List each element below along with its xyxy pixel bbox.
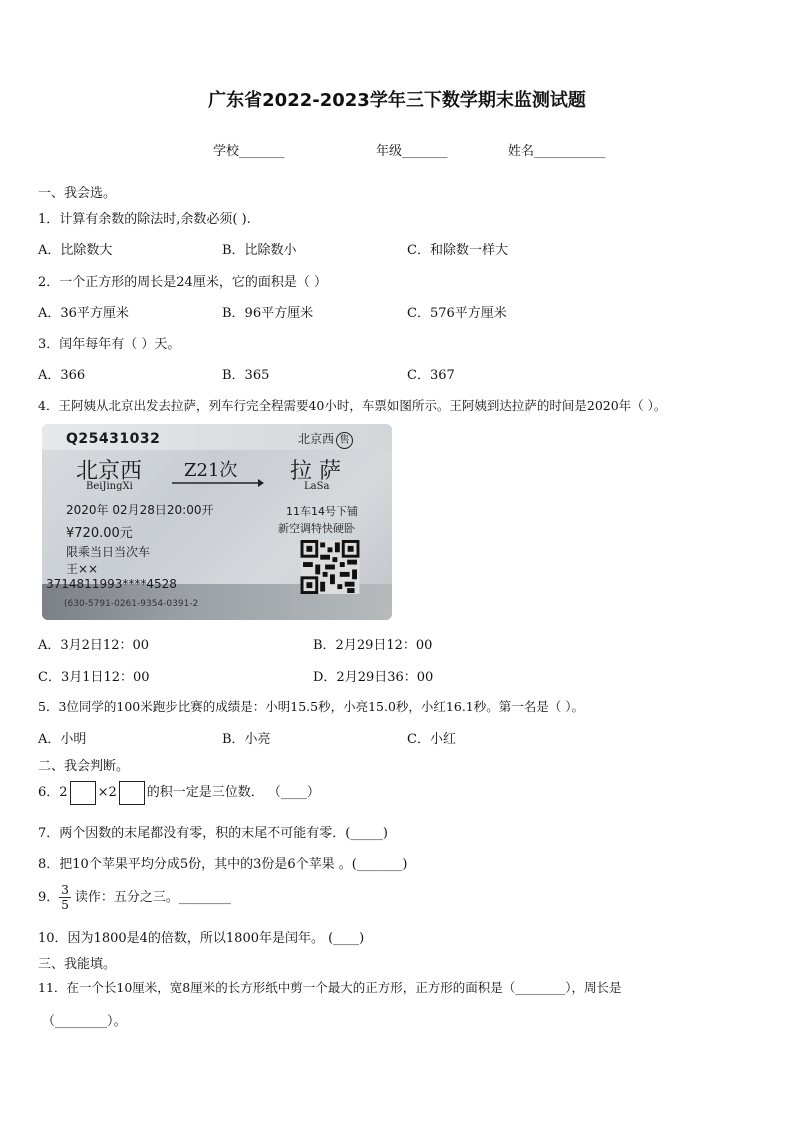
q6-line [38,780,320,806]
q9-line [38,878,231,918]
fraction-denominator: 5 [61,898,69,912]
section-2-heading: 二、我会判断。 [38,759,130,774]
grade-label: 年级 [376,144,403,159]
q2-option-b: B．96平方厘米 [222,306,314,321]
q1-option-a: A．比除数大 [38,243,113,258]
q4-option-d: D．2月29日36：00 [313,670,434,685]
ticket-price: ¥720.00元 [66,526,133,541]
section-3-heading: 三、我能填。 [38,957,117,972]
name-field: 姓名___________ [508,144,606,159]
q4-option-c: C．3月1日12：00 [38,670,150,685]
train-ticket-image [42,424,392,620]
ticket-number: Q25431032 [66,431,161,447]
ticket-serial: (630-5791-0261-9354-0391-2 [64,599,199,609]
section-1-heading: 一、我会选。 [38,186,117,201]
q5-option-a: A．小明 [38,732,87,747]
sold-stamp-icon: 售 [336,432,353,449]
page-title: 广东省2022-2023学年三下数学期末监测试题 [208,90,586,111]
fraction-numerator: 3 [61,883,69,897]
q2-stem: 2．一个正方形的周长是24厘米，它的面积是（ ） [38,275,327,290]
q8-stem: 8．把10个苹果平均分成5份，其中的3份是6个苹果 。(_______) [38,857,408,872]
ticket-id-number: 3714811993****4528 [46,577,177,591]
q9-number: 9． [38,890,60,905]
ticket-seat: 11车14号下铺 [286,505,358,518]
q7-stem: 7．两个因数的末尾都没有零，积的末尾不可能有零．(_____) [38,826,388,841]
q6-number: 6． [38,785,60,800]
ticket-limit-note: 限乘当日当次车 [66,545,151,559]
q1-option-b: B．比除数小 [222,243,297,258]
ticket-datetime: 2020年 02月28日20:00开 [66,503,214,517]
q6-blank-box-2[interactable] [119,781,145,805]
q3-stem: 3．闰年每年有（ ）天。 [38,337,181,352]
ticket-to-station: 拉 萨 [290,459,341,484]
ticket-issuing-station [298,430,353,449]
q6-text: 的积一定是三位数． （____） [146,785,320,800]
q4-stem: 4．王阿姨从北京出发去拉萨，列车行完全程需要40小时，车票如图所示。王阿姨到达拉萨的时间是2020年（ ）。 [38,398,667,413]
q9-fraction [59,883,71,912]
q5-option-b: B．小亮 [222,732,271,747]
ticket-passenger: 王×× [66,562,99,576]
q3-option-c: C．367 [407,368,455,383]
q4-option-a: A．3月2日12：00 [38,638,150,653]
q2-option-a: A．36平方厘米 [38,306,129,321]
q5-option-c: C．小红 [407,732,456,747]
q1-stem: 1．计算有余数的除法时,余数必须( ). [38,212,251,227]
q1-option-c: C．和除数一样大 [407,243,508,258]
q10-stem: 10．因为1800是4的倍数，所以1800年是闰年。 (____) [38,931,365,946]
q6-times: ×2 [97,785,117,800]
q5-stem: 5．3位同学的100米跑步比赛的成绩是：小明15.5秒，小亮15.0秒，小红16.1秒。第一名是（ ）。 [38,699,584,714]
qr-code-icon [300,540,360,594]
name-label: 姓名 [508,144,535,159]
direction-arrow-icon [172,478,264,488]
ticket-car-type: 新空调特快硬卧 [278,522,355,535]
issuing-station-name: 北京西 [298,432,335,446]
q9-text: 读作：五分之三。________ [74,890,231,905]
ticket-train-number: Z21次 [184,460,238,481]
ticket-to-pinyin: LaSa [304,481,330,492]
q6-blank-box-1[interactable] [70,781,96,805]
ticket-from-station: 北京西 [76,459,143,484]
q11-line-2: （________）。 [42,1014,127,1029]
q4-option-b: B．2月29日12：00 [313,638,433,653]
ticket-from-pinyin: BeiJingXi [86,481,133,492]
school-label: 学校 [213,144,240,159]
q2-option-c: C．576平方厘米 [407,306,507,321]
q6-digit: 2 [59,785,68,800]
q3-option-b: B．365 [222,368,270,383]
school-field: 学校_______ [213,144,285,159]
q3-option-a: A．366 [38,368,86,383]
q11-line-1: 11．在一个长10厘米，宽8厘米的长方形纸中剪一个最大的正方形，正方形的面积是（________），周长是 [38,980,622,995]
grade-field: 年级_______ [376,144,448,159]
